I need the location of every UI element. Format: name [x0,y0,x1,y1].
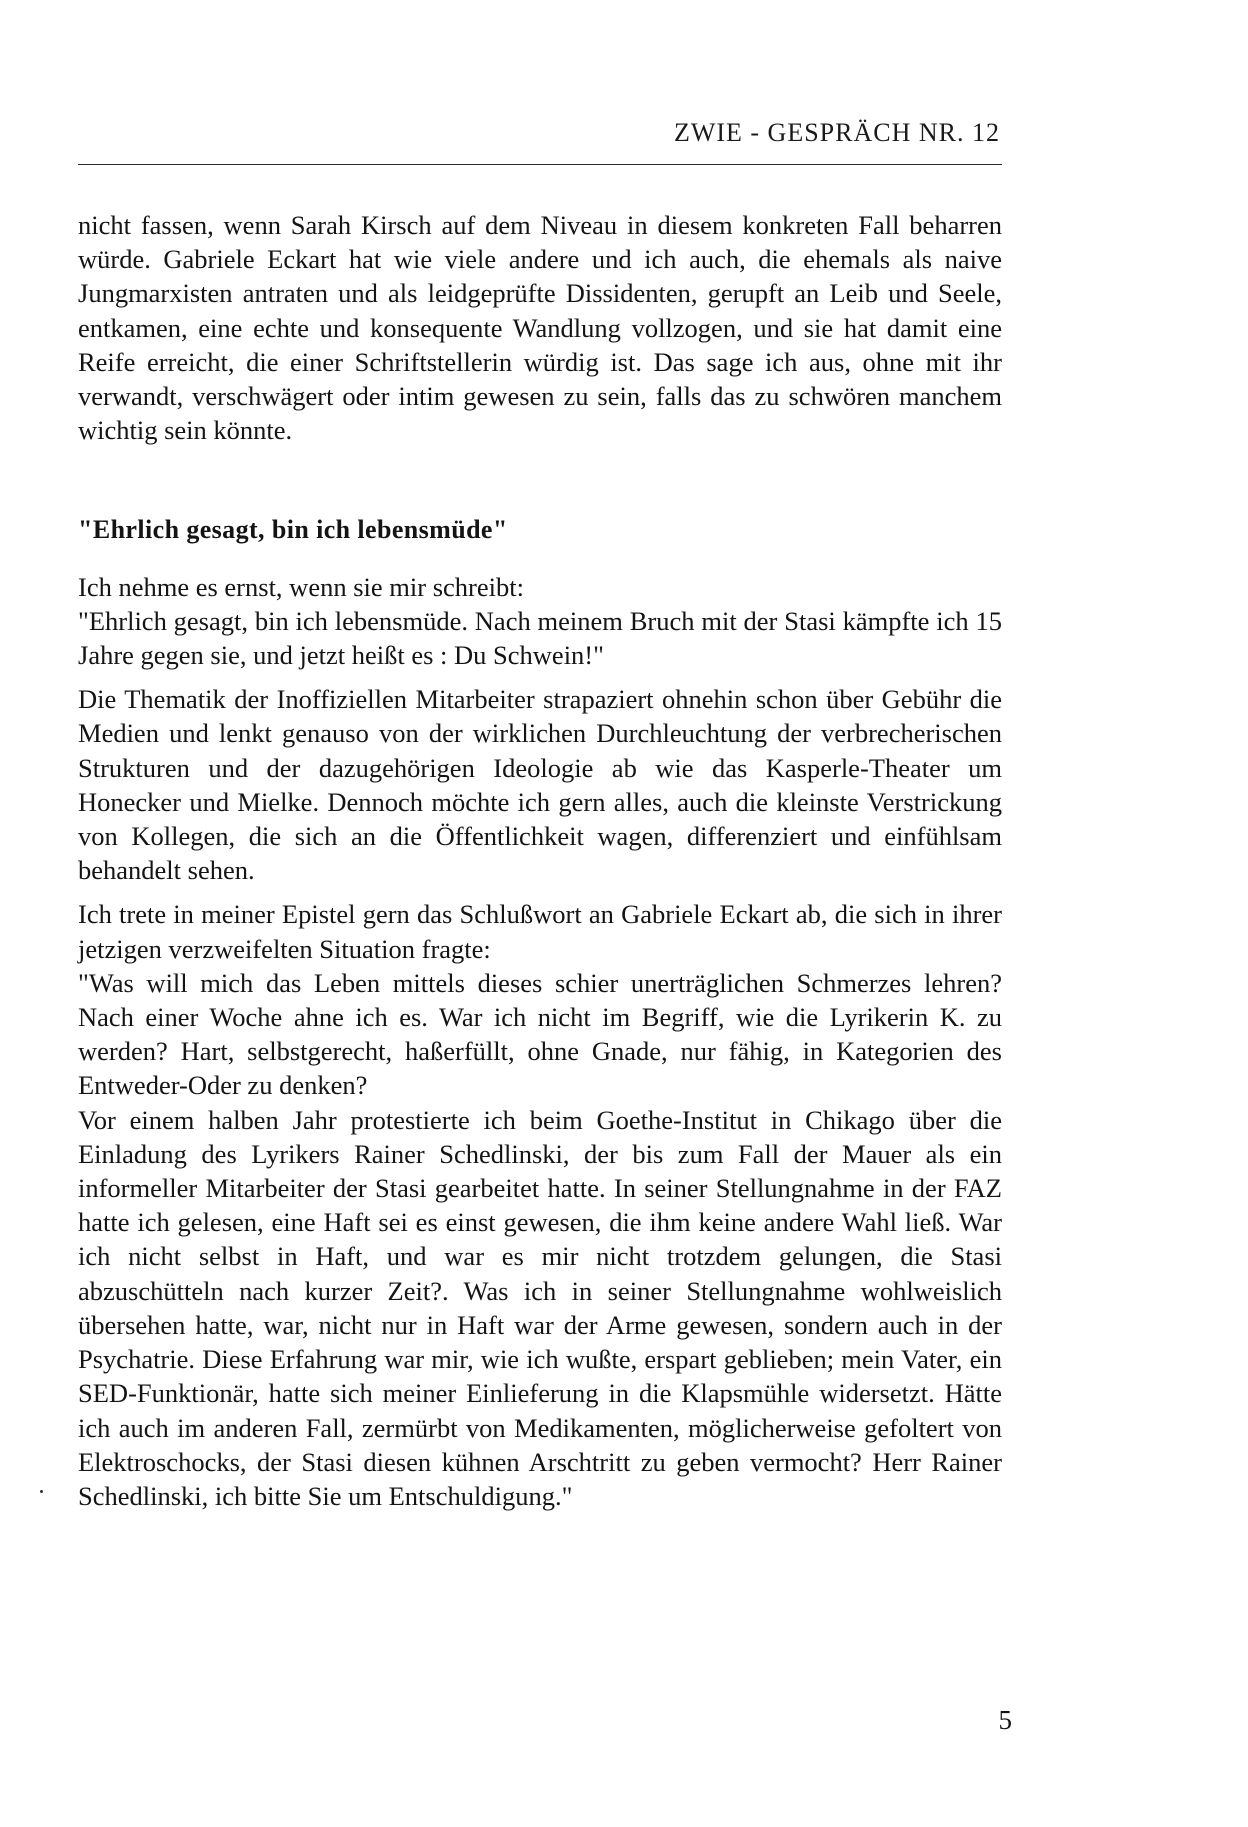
paragraph-epistel: Ich trete in meiner Epistel gern das Schlußwort an Gabriele Eckart ab, die sich in ihrer jetzigen verzweifelten Situation fragte: [78,899,1002,964]
paragraph-thematik: Die Thematik der Inoffiziellen Mitarbeiter strapaziert ohnehin schon über Gebühr die Medien und lenkt genauso von der wirklichen Durchleuchtung der verbrecherischen Strukturen und der dazugehörigen Ideologie ab wie das Kasperle-Theater um Honecker und Mielke. Dennoch möchte ich gern alles, auch die kleinste Verstrickung von Kollegen, die sich an die Öffentlichkeit wagen, differenziert und einfühlsam behandelt sehen. [78,684,1002,886]
paragraph-intro: nicht fassen, wenn Sarah Kirsch auf dem Niveau in diesem konkreten Fall beharren würde. Gabriele Eckart hat wie viele andere und ich auch, die ehemals als naive Jungmarxisten antraten und als leidgeprüfte Dissidenten, gerupft an Leib und Seele, entkamen, eine echte und konsequente Wandlung vollzogen, und sie hat damit eine Reife erreicht, die einer Schriftstellerin würdig ist. Das sage ich aus, ohne mit ihr verwandt, verschwägert oder intim gewesen zu sein, falls das zu schwören manchem wichtig sein könnte. [78,210,1002,446]
margin-mark [40,1490,43,1493]
section-heading: "Ehrlich gesagt, bin ich lebensmüde" [78,515,508,545]
paragraph-lead: Ich nehme es ernst, wenn sie mir schreibt: [78,571,524,602]
paragraph-schedlinski: Vor einem halben Jahr protestierte ich beim Goethe-Institut in Chikago über die Einladung des Lyrikers Rainer Schedlinski, der bis zum Fall der Mauer als ein informeller Mitarbeiter der Stasi gearbeitet hatte. In seiner Stellungnahme in der FAZ hatte ich gelesen, eine Haft sei es einst gewesen, die ihm keine andere Wahl ließ. War ich nicht selbst in Haft, und war es mir nicht trotzdem gelungen, die Stasi abzuschütteln nach kurzer Zeit?. Was ich in seiner Stellungnahme wohlweislich übersehen hatte, war, nicht nur in Haft war der Arme gewesen, sondern auch in der Psychatrie. Diese Erfahrung war mir, wie ich wußte, erspart geblieben; mein Vater, ein SED-Funktionär, hatte sich meiner Einlieferung in die Klapsmühle widersetzt. Hätte ich auch im anderen Fall, zermürbt von Medikamenten, möglicherweise gefoltert von Elektroschocks, der Stasi diesen kühnen Arschtritt zu geben vermocht? Herr Rainer Schedlinski, ich bitte Sie um Entschuldigung." [78,1104,1002,1511]
header-rule [78,164,1002,165]
body-text [78,208,1002,1513]
page-number: 5 [998,1705,1012,1735]
running-head: ZWIE - GESPRÄCH NR. 12 [673,118,1000,147]
quote-letter: "Ehrlich gesagt, bin ich lebensmüde. Nach meinem Bruch mit der Stasi kämpfte ich 15 Jahre gegen sie, und jetzt heißt es : Du Schwein!" [78,605,1002,671]
quote-eckart: "Was will mich das Leben mittels dieses schier unerträglichen Schmerzes lehren? Nach einer Woche ahne ich es. War ich nicht im Begriff, wie die Lyrikerin K. zu werden? Hart, selbstgerecht, haßerfüllt, ohne Gnade, nur fähig, in Kategorien des Entweder-Oder zu denken? [78,967,1002,1101]
